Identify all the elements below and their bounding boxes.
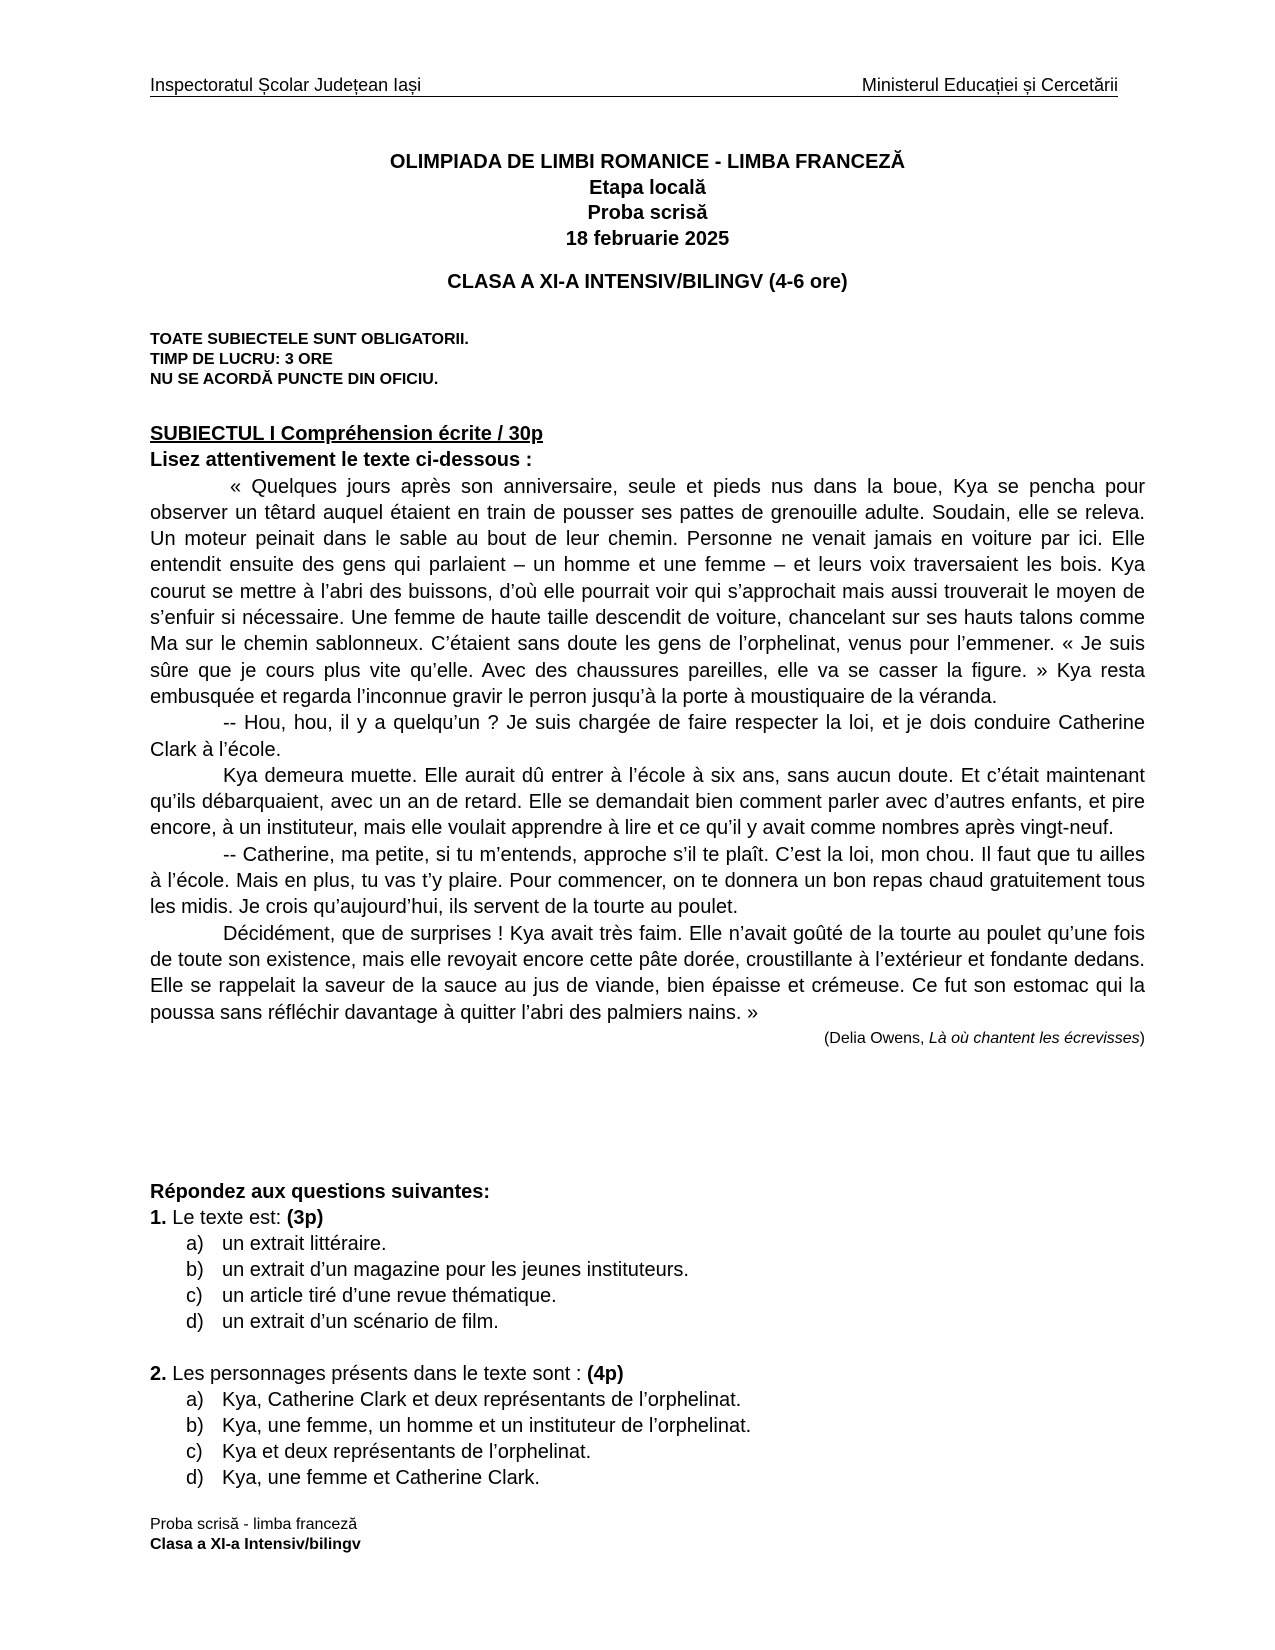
exam-date: 18 februarie 2025 bbox=[565, 227, 730, 250]
header-inspectorate: Inspectoratul Școlar Județean Iași bbox=[150, 75, 422, 95]
answer-option[interactable] bbox=[150, 1309, 1145, 1335]
option-text: Kya, une femme, un homme et un instituteur de l’orphelinat. bbox=[222, 1415, 752, 1437]
page-footer bbox=[150, 1515, 361, 1555]
footer-exam: Proba scrisă - limba franceză bbox=[150, 1516, 358, 1533]
class-title: CLASA A XI-A INTENSIV/BILINGV (4-6 ore) bbox=[447, 271, 848, 293]
option-text: un extrait littéraire. bbox=[222, 1233, 387, 1255]
question-item bbox=[150, 1205, 1145, 1335]
answer-option[interactable] bbox=[150, 1439, 1145, 1465]
question-points: (4p) bbox=[586, 1363, 624, 1385]
olympiad-title: OLIMPIADA DE LIMBI ROMANICE - LIMBA FRANCEZĂ bbox=[389, 151, 906, 173]
text-paragraph: Décidément, que de surprises ! Kya avait très faim. Elle n’avait goûté de la tourte au poulet qu’une fois de toute son existence, mais elle revoyait encore cette pâte dorée, croustillante à l’extérieur et fondante dedans. Elle se rappelait la saveur de la sauce au jus de viande, bien épaisse et crémeuse. Ce fut son estomac qui la poussa sans réfléchir davantage à quitter l’abri des palmiers nains. » bbox=[150, 922, 1145, 1024]
option-text: un extrait d’un magazine pour les jeunes instituteurs. bbox=[222, 1259, 689, 1281]
option-text: Kya, Catherine Clark et deux représentants de l’orphelinat. bbox=[222, 1389, 742, 1411]
text-paragraph: -- Hou, hou, il y a quelqu’un ? Je suis chargée de faire respecter la loi, et je dois conduire Catherine Clark à l’école. bbox=[150, 712, 1145, 761]
exam-titles bbox=[150, 150, 1145, 296]
source-author: (Delia Owens, bbox=[823, 1029, 929, 1047]
question-prompt bbox=[150, 1361, 1145, 1387]
question-text: Les personnages présents dans le texte sont : bbox=[166, 1363, 587, 1385]
option-text: Kya et deux représentants de l’orphelinat. bbox=[222, 1441, 592, 1463]
option-text: un extrait d’un scénario de film. bbox=[222, 1311, 499, 1333]
option-text: Kya, une femme et Catherine Clark. bbox=[222, 1467, 540, 1489]
answer-options bbox=[150, 1231, 1145, 1335]
question-text: Le texte est: bbox=[166, 1207, 287, 1229]
option-text: un article tiré d’une revue thématique. bbox=[222, 1285, 557, 1307]
source-title: Là où chantent les écrevisses bbox=[928, 1029, 1140, 1047]
questions-section bbox=[150, 1179, 1145, 1491]
rule-line: NU SE ACORDĂ PUNCTE DIN OFICIU. bbox=[150, 371, 439, 388]
option-letter: d) bbox=[186, 1467, 204, 1489]
text-paragraph: « Quelques jours après son anniversaire, seule et pieds nus dans la boue, Kya se pencha pour observer un têtard auquel étaient en train de pousser ses pattes de grenouille adulte. Soudain, elle se releva. Un moteur peinait dans le sable au bout de leur chemin. Personne ne venait jamais en voiture par ici. Elle entendit ensuite des gens qui parlaient – un homme et une femme – et leurs voix traversaient les bois. Kya courut se mettre à l’abri des buissons, d’où elle pourrait voir qui s’approchait mais aussi trouverait le moyen de s’enfuir si nécessaire. Une femme de haute taille descendit de voiture, chancelant sur ses hauts talons comme Ma sur le chemin sablonneux. C’étaient sans doute les gens de l’orphelinat, venus pour l’emmener. « Je suis sûre que je cours plus vite qu’elle. Avec des chaussures pareilles, elle va se casser la figure. » Kya resta embusquée et regarda l’inconnue gravir le perron jusqu’à la porte à moustiquaire de la véranda. bbox=[150, 475, 1145, 708]
text-paragraph: -- Catherine, ma petite, si tu m’entends, approche s’il te plaît. C’est la loi, mon chou. Il faut que tu ailles à l’école. Mais en plus, tu vas t’y plaire. Pour commencer, on te donnera un bon repas chaud gratuitement tous les midis. Je crois qu’aujourd’hui, ils servent de la tourte au poulet. bbox=[150, 843, 1145, 919]
question-points: (3p) bbox=[286, 1207, 324, 1229]
option-letter: c) bbox=[186, 1441, 203, 1463]
answer-option[interactable] bbox=[150, 1257, 1145, 1283]
question-item bbox=[150, 1361, 1145, 1491]
option-letter: a) bbox=[186, 1389, 204, 1411]
text-source bbox=[150, 1028, 1145, 1050]
header-ministry: Ministerul Educației și Cercetării bbox=[861, 75, 1118, 95]
answer-option[interactable] bbox=[150, 1231, 1145, 1257]
subject-heading: SUBIECTUL I Compréhension écrite / 30p bbox=[150, 423, 544, 445]
questions-heading: Répondez aux questions suivantes: bbox=[150, 1181, 491, 1203]
stage-title: Etapa locală bbox=[589, 176, 706, 199]
source-close: ) bbox=[1139, 1029, 1145, 1047]
text-paragraph: Kya demeura muette. Elle aurait dû entrer à l’école à six ans, sans aucun doute. Et c’était maintenant qu’ils débarquaient, avec un an de retard. Elle se demandait bien comment parler avec d’autres enfants, et pire encore, à un instituteur, mais elle voulait apprendre à lire et ce qu’il y avait comme nombres après vingt-neuf. bbox=[150, 764, 1145, 840]
option-letter: a) bbox=[186, 1233, 204, 1255]
answer-options bbox=[150, 1387, 1145, 1491]
rule-line: TOATE SUBIECTELE SUNT OBLIGATORII. bbox=[150, 331, 469, 348]
question-prompt bbox=[150, 1205, 1145, 1231]
answer-option[interactable] bbox=[150, 1413, 1145, 1439]
page-header bbox=[150, 74, 1118, 97]
answer-option[interactable] bbox=[150, 1387, 1145, 1413]
question-number: 1. bbox=[150, 1207, 167, 1229]
answer-option[interactable] bbox=[150, 1283, 1145, 1309]
subject-instruction: Lisez attentivement le texte ci-dessous : bbox=[150, 449, 533, 472]
exam-type: Proba scrisă bbox=[587, 202, 708, 224]
rule-line: TIMP DE LUCRU: 3 ORE bbox=[150, 351, 333, 368]
answer-option[interactable] bbox=[150, 1465, 1145, 1491]
footer-class: Clasa a XI-a Intensiv/bilingv bbox=[150, 1536, 361, 1553]
question-number: 2. bbox=[150, 1363, 167, 1385]
option-letter: b) bbox=[186, 1259, 204, 1281]
exam-rules bbox=[150, 330, 469, 390]
subject-one bbox=[150, 421, 1145, 1050]
option-letter: b) bbox=[186, 1415, 204, 1437]
option-letter: c) bbox=[186, 1285, 203, 1307]
option-letter: d) bbox=[186, 1311, 204, 1333]
